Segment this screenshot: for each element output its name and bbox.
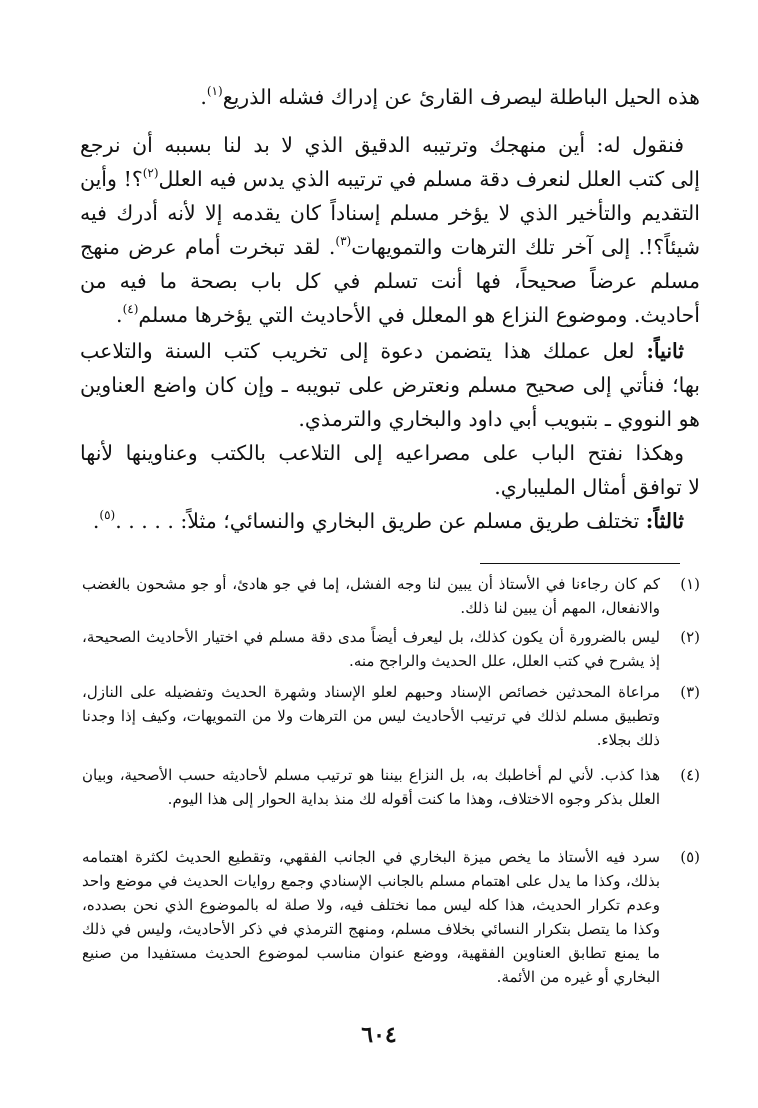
main-line-4: التقديم والتأخير الذي لا يؤخر مسلم إسناداً كان يقدمه إلا لأنه أدرك فيه xyxy=(80,201,700,225)
footnote-marker-1: (١) xyxy=(206,84,223,98)
footnote-marker-3: (٣) xyxy=(335,234,352,248)
footnote-number: (٣) xyxy=(680,683,700,701)
footnote-marker-4: (٤) xyxy=(122,302,139,316)
main-line-1: هذه الحيل الباطلة ليصرف القارئ عن إدراك فشله الذريع$^{(١)}$. xyxy=(200,84,700,109)
main-line-3: إلى كتب العلل لنعرف دقة مسلم في ترتيبه الذي يدس فيه العلل$^{(٢)}$؟! وأين xyxy=(80,166,700,191)
main-line-6: مسلم عرضاً صحيحاً، فها أنت تسلم في كل باب بصحة ما فيه من xyxy=(80,269,700,293)
footnote-marker-5: (٥) xyxy=(99,508,116,522)
footnote-2 xyxy=(82,625,700,673)
footnote-marker-2: (٢) xyxy=(142,166,159,180)
main-line-5: شيئاً؟!. إلى آخر تلك الترهات والتمويهات$^{(٣)}$. لقد تبخرت أمام عرض منهج xyxy=(80,234,701,259)
main-line-11: وهكذا نفتح الباب على مصراعيه إلى التلاعب بالكتب وعناوينها لأنها xyxy=(80,441,684,465)
footnote-text: سرد فيه الأستاذ ما يخص ميزة البخاري في الجانب الفقهي، وتقطيع الحديث لكثرة اهتمامه بذلك، وكذا ما يدل على اهتمام مسلم بالجانب الإسنادي وجمع روايات الحديث في موضع واحد وعدم تكرار الحديث، هذا كله ليس مما نختلف فيه، ولا صلة له بالموضوع الذي نحن بصدده، وكذا ما يتصل بتكرار النسائي بخلاف مسلم، ومنهج الترمذي في ذكر الأحاديث، وليس في ذلك ما يمنع تطابق العناوين الفقهية، ووضع عنوان مناسب لموضوع الحديث مستفيدا من صنيع البخاري أو غيره من الأئمة. xyxy=(82,848,660,986)
footnote-number: (١) xyxy=(680,575,700,593)
footnote-number: (٥) xyxy=(680,848,700,866)
footnote-3 xyxy=(82,680,700,752)
page-number: ٦٠٤ xyxy=(361,1022,397,1048)
footnote-number: (٤) xyxy=(680,766,700,784)
footnote-4 xyxy=(82,763,700,811)
main-line-8: ثانياً: لعل عملك هذا يتضمن دعوة إلى تخريب كتب السنة والتلاعب xyxy=(80,339,684,363)
main-line-13: ثالثاً: تختلف طريق مسلم عن طريق البخاري والنسائي؛ مثلاً: . . . . .$^{(٥)}$. xyxy=(92,508,684,533)
main-line-12: لا توافق أمثال المليباري. xyxy=(494,475,700,499)
footnote-text: ليس بالضرورة أن يكون كذلك، بل ليعرف أيضاً مدى دقة مسلم في اختيار الأحاديث الصحيحة، إذ يشرح في كتب العلل، علل الحديث والراجح منه. xyxy=(82,628,660,670)
footnote-text: هذا كذب. لأني لم أخاطبك به، بل النزاع بيننا هو ترتيب مسلم لأحاديثه حسب الأصحية، وبيان العلل بذكر وجوه الاختلاف، وهذا ما كنت أقوله لك منذ بداية الحوار إلى هذا اليوم. xyxy=(82,766,660,808)
main-line-10: هو النووي ـ بتبويب أبي داود والبخاري والترمذي. xyxy=(298,407,700,431)
footnote-1 xyxy=(82,572,700,620)
main-line-9: بها؛ فنأتي إلى صحيح مسلم ونعترض على تبويبه ـ وإن كان واضع العناوين xyxy=(80,373,700,397)
footnote-5 xyxy=(82,845,700,989)
main-line-2: فنقول له: أين منهجك وترتيبه الدقيق الذي لا بد لنا بسببه أن نرجع xyxy=(80,133,684,157)
footnote-number: (٢) xyxy=(680,628,700,646)
footnote-text: كم كان رجاءنا في الأستاذ أن يبين لنا وجه الفشل، إما في جو هادئ، أو جو مشحون بالغضب والانفعال، المهم أن يبين لنا ذلك. xyxy=(82,575,660,617)
footnote-text: مراعاة المحدثين خصائص الإسناد وحبهم لعلو الإسناد وشهرة الحديث وتفضيله على النازل، وتطبيق مسلم لذلك في ترتيب الأحاديث ليس من الترهات ولا من التمويهات، وكيف إذا وجدنا ذلك بجلاء. xyxy=(82,683,660,749)
main-line-7: أحاديث. وموضوع النزاع هو المعلل في الأحاديث التي يؤخرها مسلم$^{(٤)}$. xyxy=(116,302,700,327)
footnote-separator xyxy=(480,563,680,564)
